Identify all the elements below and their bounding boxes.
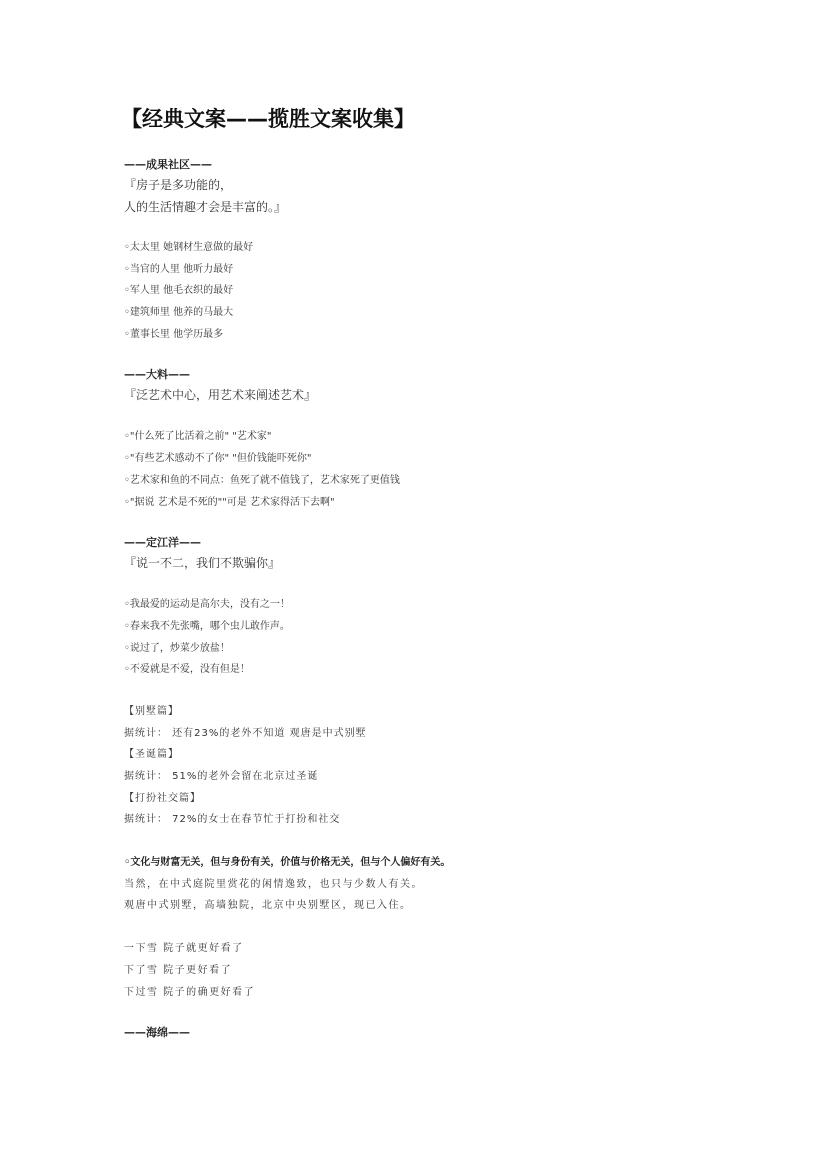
statistic-line: 据统计： 72%的女士在春节忙于打扮和社交 [124,814,341,826]
list-item: ◦太太里 她钢材生意做的最好 [124,242,254,253]
list-item: ◦建筑师里 他养的马最大 [124,307,234,319]
document-title: 【经典文案——揽胜文案收集】 [121,107,415,131]
section-heading-dingjiangyang: ——定江洋—— [124,536,201,550]
section-quote-line: 『说一不二，我们不欺骗你』 [124,556,281,571]
list-item: ◦"有些艺术感动不了你" "但价钱能吓死你" [124,453,312,465]
list-item: ◦"据说 艺术是不死的""可是 艺术家得活下去啊" [124,496,335,508]
section-quote-line: 『房子是多功能的， [124,178,233,192]
body-line: 下过雪 院子的确更好看了 [124,986,256,998]
list-item: ◦艺术家和鱼的不同点：鱼死了就不值钱了，艺术家死了更值钱 [124,474,400,486]
list-item: ◦当官的人里 他听力最好 [124,263,234,275]
section-label: 【别墅篇】 [124,705,179,717]
body-line: 一下雪 院子就更好看了 [124,943,244,955]
list-item: ◦"什么死了比活着之前" "艺术家" [124,431,272,443]
body-line: 下了雪 院子更好看了 [124,964,233,976]
list-item: ◦春来我不先张嘴，哪个虫儿敢作声。 [124,620,290,632]
statistic-line: 据统计： 还有23%的老外不知道 观唐是中式别墅 [124,727,367,739]
body-line: 当然，在中式庭院里赏花的闲情逸致，也只与少数人有关。 [124,878,423,890]
document-page [121,106,764,1042]
section-heading-chengguo: ——成果社区—— [124,158,212,171]
list-item: ◦不爱就是不爱，没有但是！ [124,664,250,676]
list-item: ◦我最爱的运动是高尔夫，没有之一！ [124,599,290,611]
statistic-line: 据统计： 51%的老外会留在北京过圣诞 [124,771,319,782]
section-quote-line: 人的生活情趣才会是丰富的。』 [124,200,287,214]
section-heading-daliao: ——大料—— [124,368,190,382]
section-quote-line: 『泛艺术中心，用艺术来阐述艺术』 [124,388,317,403]
section-label: 【圣诞篇】 [124,749,179,761]
body-line: 观唐中式别墅，高墙独院，北京中央别墅区，现已入住。 [124,900,412,912]
section-heading-haimian: ——海绵—— [124,1026,190,1040]
list-item: ◦军人里 他毛衣织的最好 [124,285,234,297]
emphasis-line: ◦文化与财富无关，但与身份有关，价值与价格无关，但与个人偏好有关。 [124,857,451,869]
section-label: 【打扮社交篇】 [124,792,201,804]
list-item: ◦说过了，炒菜少放盐！ [124,642,230,654]
list-item: ◦董事长里 他学历最多 [124,328,224,340]
